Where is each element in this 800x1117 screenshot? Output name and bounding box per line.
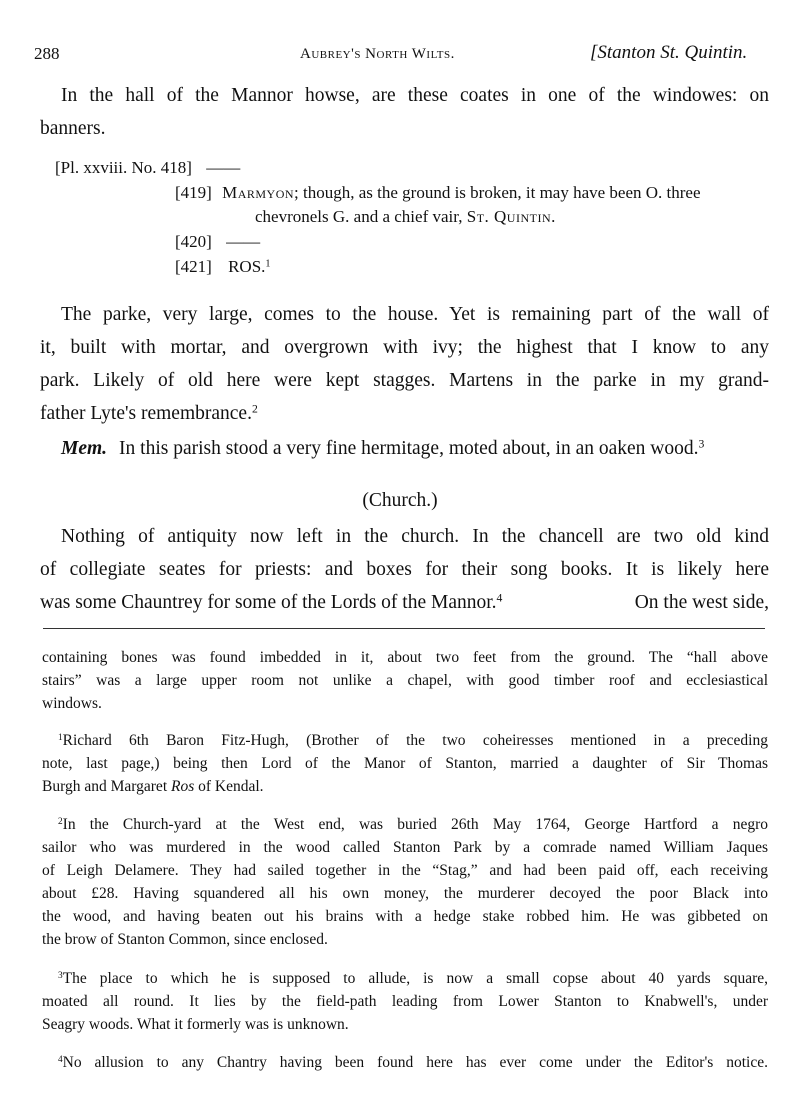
- footnote-2-line-3: of Leigh Delamere. They had sailed together in the “Stag,” and had been paid off, each receiving: [42, 862, 768, 879]
- footnote-2-line-6: the brow of Stanton Common, since enclosed.: [42, 931, 328, 948]
- plate-ref: [419]: [175, 183, 212, 202]
- footnote-1-italic: Ros: [171, 778, 195, 795]
- section-title: [Stanton St. Quintin.: [590, 42, 748, 63]
- church-line-3: [40, 586, 769, 619]
- church-line-1: Nothing of antiquity now left in the church. In the chancell are two old kind: [61, 526, 769, 547]
- fn-cont-line-1: containing bones was found imbedded in it, about two feet from the ground. The “hall above: [42, 649, 768, 666]
- footnote-2-text: In the Church-yard at the West end, was buried 26th May 1764, George Hartford a negro: [62, 816, 768, 833]
- plate-entry-421: [175, 254, 271, 280]
- footnote-1-text: Richard 6th Baron Fitz-Hugh, (Brother of the two coheiresses mentioned in a preceding: [62, 732, 768, 749]
- footnote-3-line-2: moated all round. It lies by the field-path leading from Lower Stanton to Knabwell's, under: [42, 993, 768, 1010]
- plate-ref: [420]: [175, 232, 212, 251]
- footnote-marker-3: 3: [58, 970, 63, 981]
- park-line-4-text: father Lyte's remembrance.: [40, 403, 252, 424]
- church-line-3-main: was some Chauntrey for some of the Lords of the Mannor.: [40, 592, 497, 613]
- footnote-ref-1: 1: [265, 258, 271, 270]
- mem-label: Mem.: [61, 438, 108, 459]
- footnote-rule: [43, 628, 765, 629]
- footnote-1-pre: Burgh and Margaret: [42, 778, 171, 795]
- intro-line-1: In the hall of the Mannor howse, are these coates in one of the windowes: on: [61, 85, 769, 106]
- footnote-1-post: of Kendal.: [194, 778, 264, 795]
- footnote-2-line-2: sailor who was murdered in the wood called Stanton Park by a comrade named William Jaques: [42, 839, 768, 856]
- running-title: Aubrey's North Wilts.: [300, 46, 455, 62]
- park-line-3: park. Likely of old here were kept stagges. Martens in the parke in my grand-: [40, 370, 769, 391]
- footnote-4-text: No allusion to any Chantry having been found here has ever come under the Editor's notice.: [62, 1054, 768, 1071]
- church-heading: (Church.): [362, 490, 438, 511]
- intro-line-2: banners.: [40, 118, 106, 139]
- footnote-1-line-1: [58, 730, 768, 753]
- fn-cont-line-3: windows.: [42, 695, 102, 712]
- mem-paragraph: [61, 432, 704, 465]
- blank-dash: ——: [206, 158, 241, 177]
- footnote-ref-4: 4: [496, 591, 503, 605]
- period: .: [551, 207, 556, 226]
- blank-dash: ——: [226, 232, 261, 251]
- church-line-3-tail: On the west side,: [634, 592, 769, 613]
- plate-entry-419: [175, 180, 701, 206]
- plate-ref: [Pl. xxviii. No. 418]: [55, 158, 192, 177]
- park-line-1: The parke, very large, comes to the house. Yet is remaining part of the wall of: [61, 304, 769, 325]
- family-name-marmyon: Marmyon: [222, 183, 295, 202]
- footnote-marker-2: 2: [58, 816, 63, 827]
- church-line-3-text: [40, 586, 502, 619]
- plate-entry-418: [55, 155, 240, 181]
- footnote-4-line-1: [58, 1052, 768, 1075]
- footnote-1-line-2: note, last page,) being then Lord of the Manor of Stanton, married a daughter of Sir Thomas: [42, 755, 768, 772]
- footnote-ref-3: 3: [698, 437, 705, 451]
- footnote-2-line-5: the wood, and having beaten out his brains with a hedge stake robbed him. He was gibbeted on: [42, 908, 768, 925]
- park-line-4: [40, 397, 258, 430]
- park-line-2: it, built with mortar, and overgrown with ivy; the highest that I know to any: [40, 337, 769, 358]
- footnote-3-line-3: Seagry woods. What it formerly was is unknown.: [42, 1016, 349, 1033]
- fn-cont-line-2: stairs” was a large upper room not unlike a chapel, with good timber roof and ecclesiastical: [42, 672, 768, 689]
- plate-entry-420: [175, 229, 260, 255]
- page-number: 288: [34, 44, 60, 63]
- footnote-2-line-4: about £28. Having squandered all his own money, the murderer decoyed the poor Black into: [42, 885, 768, 902]
- blazon-continuation: chevronels G. and a chief vair,: [255, 207, 467, 226]
- footnote-marker-1: 1: [58, 732, 63, 743]
- plate-ref: [421]: [175, 257, 212, 276]
- footnote-ref-2: 2: [251, 402, 258, 416]
- blazon-text: ; though, as the ground is broken, it may have been O. three: [294, 183, 701, 202]
- footnote-2-line-1: [58, 814, 768, 837]
- footnote-3-line-1: [58, 968, 768, 991]
- family-name-ros: ROS.: [228, 257, 266, 276]
- church-line-2: of collegiate seates for priests: and boxes for their song books. It is likely here: [40, 559, 769, 580]
- mem-text: In this parish stood a very fine hermitage, moted about, in an oaken wood.: [119, 438, 699, 459]
- footnote-1-line-3: [42, 776, 264, 799]
- plate-entry-419-continuation: [255, 204, 555, 230]
- footnote-3-text: The place to which he is supposed to allude, is now a small copse about 40 yards square,: [62, 970, 768, 987]
- family-name-st-quintin: St. Quintin: [466, 207, 552, 226]
- footnote-marker-4: 4: [58, 1054, 63, 1065]
